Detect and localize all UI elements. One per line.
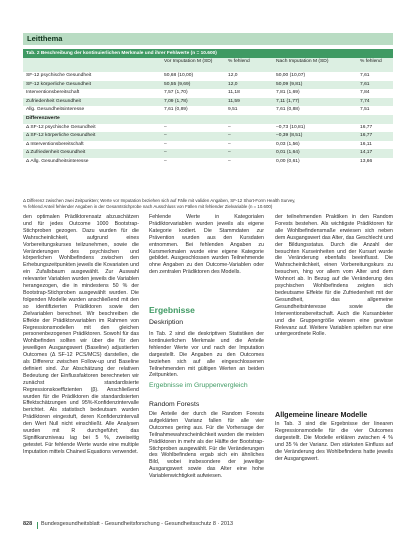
table-subheader: Differenzwerte <box>26 115 60 121</box>
body-column-3 <box>275 214 393 389</box>
table-footnotes <box>23 198 393 211</box>
section-label: Leitthema <box>27 34 63 43</box>
table-cell: Δ SF-12 körperliche Gesundheit <box>26 133 96 139</box>
table-cell: 7,61 (0,89) <box>164 107 188 113</box>
body-paragraph: den optimalen Prädiktorensatz abzuschätzen und für jedes Outcome 1000 Bootstrap-Stichproben gezogen. Dazu wurden für die Wahrscheinlichkeit, aufgrund eines Vorbereitungskurses teilzunehmen, sowie die Veränderungen des psychischen und körperlichen Wohlbefindens zwischen den Erhebungszeitpunkten jeweils die Kovariaten und ein Zufallsbaum ausgewählt. Zur Auswahl relevanter Variablen wurden jeweils die Variablen herangezogen, die in mindestens 50 % der Bootstrap-Stichproben ausgewählt wurden. Die folgenden Modelle wurden anschließend mit den so identifizierten Prädiktoren sowie den Zielvariablen berechnet. Wir beschreiben die Effekte der Prädiktorvariablen im Rahmen von Regressionsmodellen mit den gleichen personenbezogenen Prädiktoren. Sowohl für das Wohlbefinden sollten wir über die für den jeweiligen Ausgangswert (Baseline) adjustierten Outcomes (Δ SF-12 PCS/MCS) darstellen, die als Differenz zwischen Follow-up und Baseline definiert sind. Zur Abschätzung der relativen Bedeutung der Einflussfaktoren berechneten wir zunächst standardisierte Regressionskoeffizienten (β). Anschließend wurden für die Prädiktoren die standardisierten Effektschätzungen und 95%-Konfidenzintervalle berichtet. Als statistisch bedeutsam wurden Prädiktoren eingestuft, deren Konfidenzintervall den Wert Null nicht einschließt. Alle Analysen wurden mit R durchgeführt; das Signifikanzniveau lag bei 5 %, zweiseitig getestet. Für fehlende Werte wurde eine multiple Imputation mittels Chained Equations verwendet. <box>23 214 139 455</box>
table-cell: –0,73 (10,81) <box>276 124 306 130</box>
table-cell: 16,11 <box>360 141 372 147</box>
table-row <box>23 132 393 141</box>
table-cell: – <box>164 141 167 147</box>
table-cell: 13,66 <box>360 158 373 164</box>
page-footer <box>23 521 393 531</box>
random-forests-text <box>149 411 264 515</box>
table-row <box>23 81 393 90</box>
table-cell: 9,51 <box>228 107 238 113</box>
table-cell: – <box>228 141 231 147</box>
journal-title: Bundesgesundheitsblatt - Gesundheitsforschung - Gesundheitsschutz 8 · 2013 <box>41 521 234 527</box>
header-cell: Vor Imputation M (SD) <box>164 59 213 64</box>
table-cell: 7,61 <box>360 73 370 78</box>
section-label-bar <box>23 33 393 45</box>
table-cell: – <box>228 158 231 164</box>
table-cell: Δ Allg. Gesundheitsinteresse <box>26 158 89 164</box>
table-cell: – <box>164 158 167 164</box>
footnote: Δ Differenz zwischen zwei Zeitpunkten; Werte vor Imputation beziehen sich auf Fälle mit validen Angaben, SF-12 Short-Form Health Survey, <box>23 198 296 203</box>
table-cell: – <box>164 150 167 156</box>
table-cell: Allg. Gesundheitsinteresse <box>26 107 85 113</box>
table-cell: 7,61 <box>360 81 370 87</box>
table-cell: SF-12 körperliche Gesundheit <box>26 81 91 87</box>
table-cell: 16,77 <box>360 124 373 130</box>
body-paragraph: In Tab. 2 sind die deskriptiven Statistiken der kontinuierlichen Merkmale und die Anteile fehlender Werte vor und nach der Imputation dargestellt. Die Angaben zu den Outcomes beziehen sich auf alle eingeschlossenen Teilnehmenden mit gültigen Werten an beiden Zeitpunkten. <box>149 331 264 377</box>
table-row <box>23 98 393 107</box>
table-cell: 50,55 (9,69) <box>164 81 191 87</box>
page-number: 828 <box>23 521 33 527</box>
table-row <box>23 124 393 133</box>
table-cell: SF-12 psychische Gesundheit <box>26 73 92 78</box>
table-cell: 7,09 (1,78) <box>164 98 188 104</box>
table-row <box>23 158 393 167</box>
linear-models-heading: Allgemeine lineare Modelle <box>275 410 368 419</box>
table-cell: – <box>228 150 231 156</box>
table-row <box>23 149 393 158</box>
table-caption: Tab. 2 Beschreibung der kontinuierlichen Merkmale und ihrer Fehlwerte (n = 10.600) <box>23 49 393 58</box>
table-subheader-row <box>23 115 393 124</box>
table-row <box>23 141 393 150</box>
table-cell: –0,39 (8,51) <box>276 133 303 139</box>
table-cell: 0,01 (1,64) <box>276 150 300 156</box>
random-forests-subheading: Random Forests <box>149 401 200 408</box>
table-cell: 12,0 <box>228 81 238 87</box>
table-cell: 7,57 (1,70) <box>164 90 188 96</box>
results-heading: Ergebnisse <box>149 305 195 315</box>
table-cell: Zufriedenheit Gesundheit <box>26 98 81 104</box>
table-cell: 7,81 (1,69) <box>276 90 300 96</box>
data-table <box>23 58 393 167</box>
table-cell: – <box>228 133 231 139</box>
table-cell: 0,00 (0,61) <box>276 158 300 164</box>
table-cell: Interventionsbereitschaft <box>26 90 80 96</box>
table-row <box>23 106 393 115</box>
table-cell: 50,68 (10,00) <box>164 73 194 78</box>
description-text <box>149 331 264 377</box>
table-cell: 50,09 (9,81) <box>276 81 303 87</box>
body-paragraph: der teilnehmenden Praktiken in den Random Forests bestehen. Als wichtigste Prädiktoren für alle Wohlbefindensmaße erwiesen sich neben dem Ausgangswert das Alter, das Geschlecht und der Bildungsstatus. Durch die Anzahl der besuchten Kurseinheiten und der Kursart wurde die Veränderung ebenfalls beeinflusst. Die Wahrscheinlichkeit, einen Vorbereitungskurs zu besuchen, hing vor allem vom Alter und dem Wohnort ab. In Bezug auf die Veränderung des psychischen Wohlbefindens zeigten sich bedeutsame Effekte für die Zufriedenheit mit der Gesundheit, das allgemeine Gesundheitsinteresse sowie die Interventionsbereitschaft. Auch die Kursanbieter und die Gruppengröße wiesen eine gewisse Relevanz auf. Weitere Variablen spielten nur eine untergeordnete Rolle. <box>275 214 393 338</box>
table-cell: 7,74 <box>360 98 370 104</box>
table-cell: Δ Zufriedenheit Gesundheit <box>26 150 86 156</box>
body-paragraph: Fehlende Werte in Kategorialen Prädiktorvariablen wurden jeweils als eigene Kategorie kodiert. Die Stammdaten zur Prävention wurden aus den Kursdaten entnommen. Bei fehlenden Angaben zu Kursmerkmalen wurde eine eigene Kategorie gebildet. Ausgeschlossen wurden Teilnehmende ohne Angaben zu den Outcome-Variablen oder den zentralen Prädiktoren des Modells. <box>149 214 264 276</box>
table-cell: 7,84 <box>360 90 370 96</box>
table-cell: 50,00 (10,07) <box>276 73 306 78</box>
table-row <box>23 89 393 98</box>
table-header-row <box>23 58 393 72</box>
header-cell: % fehlend <box>360 59 382 64</box>
body-paragraph: Die Anteile der durch die Random Forests aufgeklärten Varianz fallen für alle vier Outcomes gering aus. Für die Vorhersage der Teilnahmewahrscheinlichkeit wurden die meisten Prädiktoren in mehr als der Hälfte der Bootstrap-Stichproben ausgewählt. Für die Veränderungen des Wohlbefindens ergab sich ein ähnliches Bild, wobei insbesondere der jeweilige Ausgangswert sowie das Alter eine hohe Variablenwichtigkeit aufwiesen. <box>149 411 264 480</box>
description-subheading: Deskription <box>149 319 183 326</box>
table-cell: – <box>164 133 167 139</box>
header-cell: % fehlend <box>228 59 250 64</box>
table-cell: 7,51 <box>360 107 370 113</box>
header-cell: Nach Imputation M (SD) <box>276 59 329 64</box>
table-cell: 11,59 <box>228 98 240 104</box>
table-cell: Δ Interventionsbereitschaft <box>26 141 84 147</box>
body-column-1 <box>23 214 139 456</box>
table-cell: 14,17 <box>360 150 373 156</box>
table-cell: 0,03 (1,56) <box>276 141 300 147</box>
table-cell: 11,18 <box>228 90 240 96</box>
table-cell: Δ SF-12 psychische Gesundheit <box>26 124 96 130</box>
group-comparison-subheading: Ergebnisse im Gruppenvergleich <box>149 382 248 389</box>
table-row <box>23 72 393 81</box>
table-cell: 7,61 (0,88) <box>276 107 300 113</box>
table-cell: 12,0 <box>228 73 238 78</box>
body-paragraph: In Tab. 3 sind die Ergebnisse der linearen Regressionsmodelle für die vier Outcomes dargestellt. Die Modelle erklären zwischen 4 % und 35 % der Varianz. Den stärksten Einfluss auf die Veränderung des Wohlbefindens hatte jeweils der Ausgangswert. <box>275 421 393 462</box>
footer-divider <box>37 522 38 529</box>
footnote: % fehlend Anteil fehlender Angaben in der Gesamtstichprobe nach Ausschluss von Fällen mit fehlender Zielvariable (n = 10.600) <box>23 204 273 210</box>
table-cell: 7,11 (1,77) <box>276 98 300 104</box>
table-cell: – <box>228 124 231 130</box>
table-cell: – <box>164 124 167 130</box>
linear-models-text <box>275 421 393 516</box>
table-cell: 16,77 <box>360 133 373 139</box>
